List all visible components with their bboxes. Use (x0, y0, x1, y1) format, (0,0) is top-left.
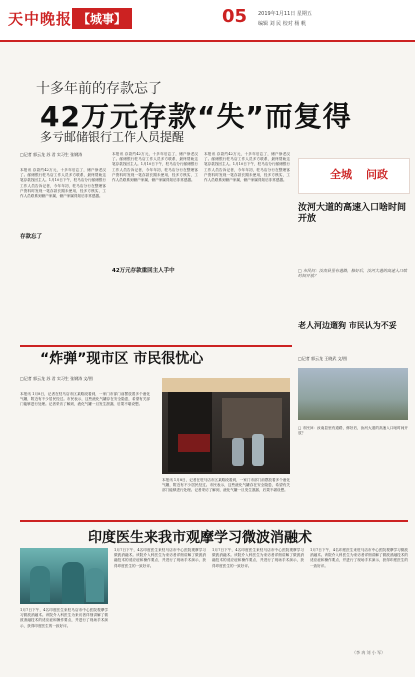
lead-body-col-3: 本报讯 存款约42万元，十多年后忘了，储户徐老汉了。邮储银行驻马店工作人员多方联系，最终帮助这笔存款找回主人。1月10日下午，驻马店分行邮储银行工作人员告诉记者，今年年初，驻马店分行在整理客户资料时发现一笔存款长期未使用，经多方核实，工作人员联系到储户家属，储户家属得知后非常感激。 (204, 152, 290, 183)
bottom-body-col-2: 1月7日下午，4名印度医生来驻马店市中心医院观摩学习微波消融术。该院介入科医生为来访者详细讲解了微波消融技术的适应症和操作要点，并进行了现场手术演示，获得印度医生的一致好评。 (114, 548, 206, 568)
sidebar-headline-2: 老人河边遛狗 市民认为不妥 (298, 321, 397, 330)
page-number: 05 (222, 6, 248, 27)
tricycle-shape (178, 434, 210, 452)
sidebar-banner (298, 158, 410, 194)
sidebar-byline: □记者 郭云龙 王晓武 文/图 (298, 356, 347, 361)
shop-door (168, 392, 212, 472)
gas-tanks-photo (162, 378, 290, 474)
lead-kicker: 十多年前的存款忘了 (36, 81, 162, 97)
bottom-credit: （李 冉 刘 小 军） (352, 650, 386, 655)
dateline: 2019年1月11日 星期五 (258, 11, 312, 17)
feature-headline: “炸弹”现市区 市民很忧心 (40, 351, 204, 367)
doctor-figure (86, 568, 104, 602)
bottom-body-col-1: 1月7日下午，4名印度医生来驻马店市中心医院观摩学习微波消融术。该院介入科医生为来访者详细讲解了微波消融技术的适应症和操作要点，并进行了现场手术演示，获得印度医生的一致好评。 (20, 608, 108, 628)
feature-rule (20, 345, 292, 347)
gas-tank-shape (232, 438, 244, 466)
sidebar-banner-label: 全城 (330, 168, 352, 181)
lead-headline: 42万元存款“失”而复得 (40, 100, 352, 133)
bottom-headline: 印度医生来我市观摩学习微波消融术 (88, 530, 312, 546)
bottom-body-col-4: 1月7日下午，4名印度医生来驻马店市中心医院观摩学习微波消融术。该院介入科医生为来访者详细讲解了微波消融技术的适应症和操作要点，并进行了现场手术演示，获得印度医生的一致好评。 (310, 548, 408, 568)
lead-byline: □记者 郭云龙 苏 君 实习生 张钢涛 (20, 152, 83, 157)
sidebar-banner-quiz: 问政 (366, 168, 388, 181)
lead-subhead: 多亏邮储银行工作人员提醒 (40, 130, 185, 144)
surgery-photo (20, 548, 108, 604)
feature-body: 本报讯 1月8日，记者在驻马店市区某路段看到，一家门市部门前摆放着多个液化气罐，附近有不少居民经过。市民表示，这些液化气罐存在安全隐患，希望有关部门能够进行处理。记者采访了解到，液化气罐一旦发生泄漏，后果不堪设想。 (20, 392, 150, 407)
sidebar-headline-1: 汝河大道的高速入口啥时间开放 (298, 203, 407, 224)
doctor-figure (30, 566, 50, 602)
lead-body-col-2: 本报讯 存款约42万元，十多年后忘了，储户徐老汉了。邮储银行驻马店工作人员多方联系，最终帮助这笔存款找回主人。1月10日下午，驻马店分行邮储银行工作人员告诉记者，今年年初，驻马店分行在整理客户资料时发现一笔存款长期未使用，经多方核实，工作人员联系到储户家属，储户家属得知后非常感激。 (112, 152, 198, 183)
section-label: 【城事】 (72, 8, 132, 29)
river-photo (298, 368, 408, 420)
sidebar-lead: □ 市民问：汝南县里有道路，修好后，汝河大道的高速入口啥时间开放？ (298, 268, 408, 278)
lead-body-col-1: 本报讯 存款约42万元，十多年后忘了，储户徐老汉了。邮储银行驻马店工作人员多方联系，最终帮助这笔存款找回主人。1月10日下午，驻马店分行邮储银行工作人员告诉记者，今年年初，驻马店分行在整理客户资料时发现一笔存款长期未使用，经多方核实，工作人员联系到储户家属，储户家属得知后非常感激。 (20, 168, 106, 199)
masthead (0, 0, 415, 42)
gas-tank-shape (252, 434, 264, 466)
doctor-figure (62, 562, 84, 604)
shop-window (222, 398, 282, 438)
lead-subheading-1: 存款忘了 (20, 234, 43, 240)
lead-subheading-2: 42万元存款重回主人手中 (112, 268, 175, 274)
newspaper-logo: 天中晚报 (8, 10, 73, 28)
bottom-body-col-3: 1月7日下午，4名印度医生来驻马店市中心医院观摩学习微波消融术。该院介入科医生为来访者详细讲解了微波消融技术的适应症和操作要点，并进行了现场手术演示，获得印度医生的一致好评。 (212, 548, 304, 568)
shop-awning (162, 378, 290, 392)
editor-credits: 编辑 刘 民 校对 杨 帆 (258, 21, 306, 27)
bottom-rule (20, 520, 408, 522)
sidebar-body: □ 市民问：汝南县里有道路，修好后，汝河大道的高速入口啥时间开放？ (298, 426, 408, 436)
feature-byline: □记者 郭云龙 苏 君 实习生 张钢涛 文/图 (20, 376, 93, 381)
feature-body-cont: 本报讯 1月8日，记者在驻马店市区某路段看到，一家门市部门前摆放着多个液化气罐，附近有不少居民经过。市民表示，这些液化气罐存在安全隐患，希望有关部门能够进行处理。记者采访了解到，液化气罐一旦发生泄漏，后果不堪设想。 (162, 478, 290, 493)
